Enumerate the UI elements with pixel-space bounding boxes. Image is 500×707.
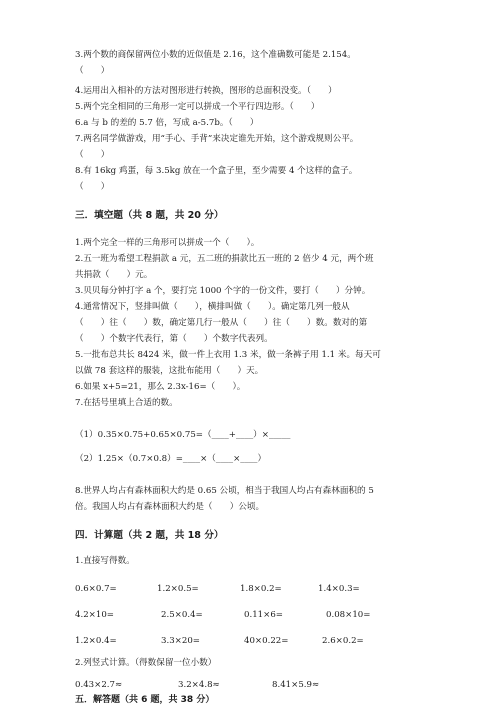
oral-calc-item: 40×0.22=: [244, 636, 289, 646]
oral-calc-item: 2.5×0.4=: [161, 610, 203, 620]
judge-q7-line1: 7.两名同学做游戏，用“手心、手背”来决定谁先开始，这个游戏规则公平。: [75, 134, 359, 144]
fill-q5-line1: 5.一批布总共长 8424 米，做一件上衣用 1.3 米，做一条裤子用 1.1 米。每天可: [75, 350, 381, 360]
fill-q5-line2: 以做 78 套这样的服装，这批布能用（ ）天。: [75, 366, 264, 376]
fill-q4-line1: 4.通常情况下，竖排叫做（ ），横排叫做（ ）。确定第几列一般从: [75, 302, 350, 312]
oral-calc-item: 4.2×10=: [75, 610, 115, 620]
oral-calc-item: 0.6×0.7=: [75, 584, 117, 594]
fill-q2-line1: 2.五一班为希望工程捐款 a 元，五二班的捐款比五一班的 2 倍少 4 元，两个班: [75, 254, 374, 264]
section-heading-solve: 五．解答题（共 6 题，共 38 分）: [75, 695, 215, 705]
oral-calc-item: 1.2×0.4=: [75, 636, 117, 646]
calc-sub2: 2.列竖式计算。（得数保留一位小数）: [75, 658, 217, 668]
fill-q3: 3.贝贝每分钟打字 a 个，要打完 1000 个字的一份文件，要打（ ）分钟。: [75, 286, 371, 296]
oral-calc-item: 3.3×20=: [161, 636, 201, 646]
fill-q7: 7.在括号里填上合适的数。: [75, 398, 178, 408]
judge-q8-answer-paren: （ ）: [75, 182, 110, 192]
oral-calc-item: 1.2×0.5=: [157, 584, 199, 594]
vertical-calc-item: 3.2×4.8≈: [178, 680, 220, 690]
judge-q8-line1: 8.有 16kg 鸡蛋，每 3.5kg 放在一个盒子里，至少需要 4 个这样的盒子。: [75, 166, 358, 176]
fill-q4-line2: （ ）往（ ）数，确定第几行一般从（ ）往（ ）数。数对的第: [75, 318, 368, 328]
oral-calc-item: 2.6×0.2=: [322, 636, 364, 646]
section-heading-calc: 四．计算题（共 2 题，共 18 分）: [75, 530, 224, 541]
section-heading-fill: 三．填空题（共 8 题，共 20 分）: [75, 210, 224, 221]
vertical-calc-item: 0.43×2.7≈: [75, 680, 123, 690]
judge-q3-answer-paren: （ ）: [75, 66, 110, 76]
judge-q7-answer-paren: （ ）: [75, 150, 110, 160]
judge-q4: 4.运用出入相补的方法对图形进行转换，图形的总面积没变。（ ）: [75, 86, 337, 96]
fill-q7-expr2: （2）1.25×（0.7×0.8）=____×（____×____）: [75, 454, 267, 464]
fill-q6: 6.如果 x+5=21，那么 2.3x-16=（ ）。: [75, 382, 246, 392]
fill-q8-line1: 8.世界人均占有森林面积大约是 0.65 公顷，相当于我国人均占有森林面积的 5: [75, 486, 374, 496]
judge-q3-line1: 3.两个数的商保留两位小数的近似值是 2.16，这个准确数可能是 2.154。: [75, 50, 356, 60]
fill-q7-expr1: （1）0.35×0.75+0.65×0.75=（____+____）×_____: [75, 430, 291, 440]
fill-q2-line2: 共捐款（ ）元。: [75, 270, 153, 280]
fill-q4-line3: （ ）个数字代表行，第（ ）个数字代表列。: [75, 334, 273, 344]
oral-calc-item: 0.11×6=: [244, 610, 284, 620]
oral-calc-item: 0.08×10=: [326, 610, 371, 620]
vertical-calc-item: 8.41×5.9≈: [272, 680, 320, 690]
fill-q8-line2: 倍。我国人均占有森林面积大约是（ ）公顷。: [75, 502, 265, 512]
calc-sub1: 1.直接写得数。: [75, 556, 135, 566]
judge-q6: 6.a 与 b 的差的 5.7 倍，写成 a-5.7b。（ ）: [75, 118, 259, 128]
oral-calc-item: 1.4×0.3=: [318, 584, 360, 594]
judge-q5: 5.两个完全相同的三角形一定可以拼成一个平行四边形。（ ）: [75, 102, 320, 112]
fill-q1: 1.两个完全一样的三角形可以拼成一个（ ）。: [75, 238, 260, 248]
oral-calc-item: 1.8×0.2=: [240, 584, 282, 594]
